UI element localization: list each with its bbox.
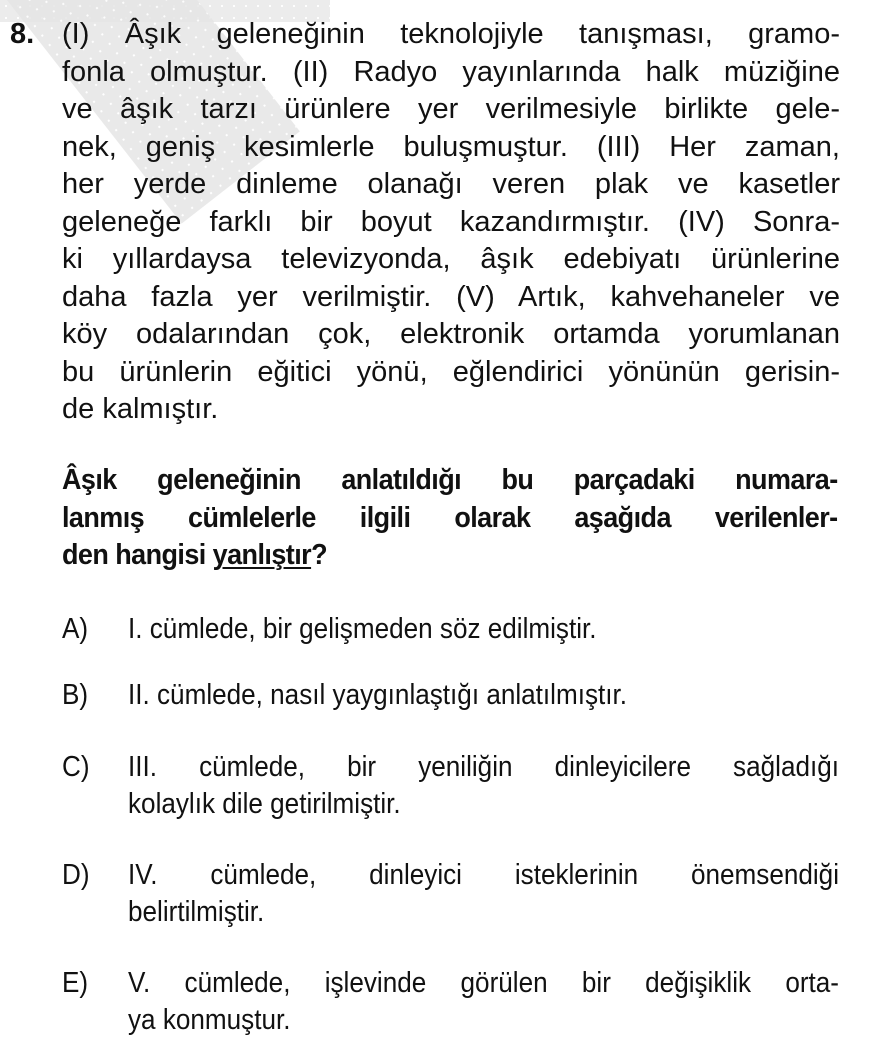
passage-line: daha fazla yer verilmiştir. (V) Artık, kahvehaneler ve [62, 280, 840, 313]
option-text [128, 677, 839, 714]
option-line: belirtilmiştir. [128, 896, 265, 928]
option-line: V. cümlede, işlevinde görülen bir değişiklik orta- [128, 967, 839, 999]
question-number: 8. [10, 18, 35, 50]
option-letter: D) [62, 859, 90, 891]
option-line: ya konmuştur. [128, 1004, 291, 1036]
passage [62, 16, 840, 429]
option-text [128, 611, 839, 648]
option-letter: A) [62, 613, 89, 645]
passage-line: köy odalarından çok, elektronik ortamda yorumlanan [62, 318, 840, 350]
question-stem [62, 462, 838, 575]
passage-line: ki yıllardaysa televizyonda, âşık edebiyatı ürünlerine [62, 243, 840, 275]
stem-line: lanmış cümlelerle ilgili olarak aşağıda verilenler- [62, 501, 838, 534]
passage-line: bu ürünlerin eğitici yönü, eğlendirici yönünün gerisin- [62, 355, 840, 388]
option-text [128, 857, 839, 931]
stem-line: Âşık geleneğinin anlatıldığı bu parçadaki numara- [62, 464, 838, 496]
passage-line: (I) Âşık geleneğinin teknolojiyle tanışması, gramo- [62, 18, 840, 50]
passage-line: geleneğe farklı bir boyut kazandırmıştır. (IV) Sonra- [62, 205, 840, 238]
option-line: IV. cümlede, dinleyici isteklerinin önemsendiği [128, 859, 839, 891]
option-line: III. cümlede, bir yeniliğin dinleyicilere sağladığı [128, 751, 839, 783]
stem-suffix: ? [311, 539, 328, 571]
option-text [128, 749, 839, 823]
option-line: kolaylık dile getirilmiştir. [128, 788, 401, 820]
passage-line: nek, geniş kesimlerle buluşmuştur. (III) Her zaman, [62, 130, 840, 163]
passage-line: de kalmıştır. [62, 393, 219, 425]
option-line: II. cümlede, nasıl yaygınlaştığı anlatılmıştır. [128, 679, 628, 711]
option-letter: E) [62, 967, 89, 999]
passage-line: fonla olmuştur. (II) Radyo yayınlarında halk müziğine [62, 55, 840, 88]
option-letter: C) [62, 751, 90, 783]
option-text [128, 965, 839, 1039]
passage-line: her yerde dinleme olanağı veren plak ve kasetler [62, 168, 840, 200]
stem-emphasis-underlined: yanlıştır [212, 539, 312, 571]
passage-line: ve âşık tarzı ürünlere yer verilmesiyle birlikte gele- [62, 93, 840, 125]
option-letter: B) [62, 679, 89, 711]
stem-line [62, 537, 838, 575]
stem-prefix: den hangisi [62, 539, 213, 571]
option-line: I. cümlede, bir gelişmeden söz edilmiştir. [128, 613, 597, 645]
